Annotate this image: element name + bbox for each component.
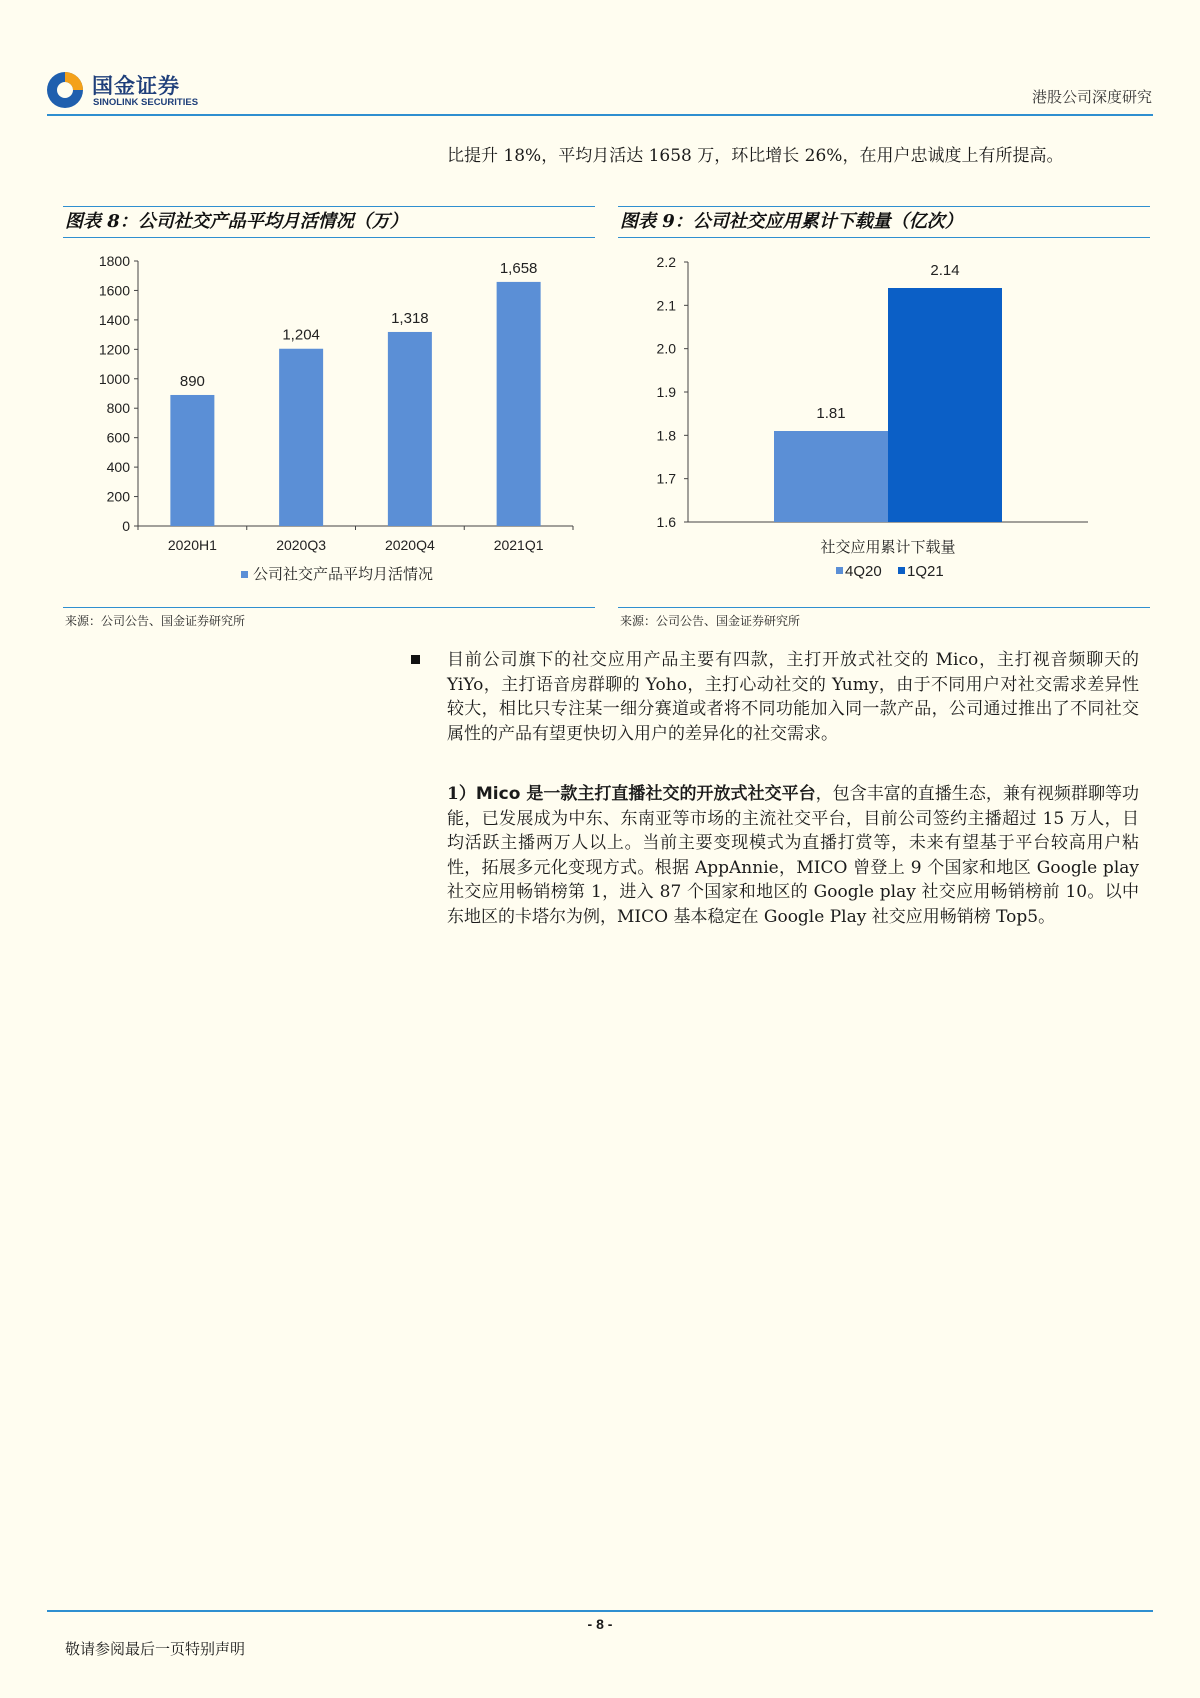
y-tick-label: 1800 [98, 253, 130, 269]
figure-8-title-rule [63, 237, 595, 238]
y-tick-label: 1.6 [656, 514, 676, 530]
y-tick-label: 200 [106, 488, 130, 505]
legend-label: 4Q20 [845, 563, 882, 580]
intro-paragraph: 比提升 18%，平均月活达 1658 万，环比增长 26%，在用户忠诚度上有所提高。 [447, 146, 1064, 166]
legend-swatch [898, 567, 905, 574]
figure-8-source-rule [63, 607, 595, 608]
figure-8-chart [63, 245, 595, 585]
data-label: 2.14 [930, 262, 960, 279]
y-tick-label: 2.2 [656, 254, 676, 270]
figure-9-source: 来源：公司公告、国金证券研究所 [620, 614, 801, 628]
company-logo [45, 70, 85, 110]
company-name-en: SINOLINK SECURITIES [93, 97, 199, 108]
y-tick-label: 600 [106, 429, 130, 446]
bar [388, 332, 432, 526]
header-divider [47, 114, 1153, 116]
x-tick-label: 2020Q4 [384, 537, 435, 553]
figure-8-source: 来源：公司公告、国金证券研究所 [65, 614, 246, 628]
figure-9-title: 图表 9：公司社交应用累计下载量（亿次） [620, 211, 963, 232]
y-tick-label: 2.0 [656, 340, 676, 357]
figure-9-source-rule [618, 607, 1150, 608]
company-name-cn: 国金证券 [92, 75, 180, 98]
item-heading: Mico 是一款主打直播社交的开放式社交平台 [475, 784, 816, 804]
numbered-item [447, 782, 1139, 929]
bar [497, 282, 541, 526]
y-tick-label: 1200 [98, 341, 130, 358]
y-tick-label: 400 [106, 459, 130, 476]
page-number: - 8 - [587, 1616, 613, 1632]
report-type: 港股公司深度研究 [1031, 88, 1152, 106]
y-tick-label: 800 [106, 400, 130, 417]
item-text: ，包含丰富的直播生态，兼有视频群聊等功能，已发展成为中东、东南亚等市场的主流社交平台，目前公司签约主播超过 15 万人，日均活跃主播两万人以上。当前主要变现模式为直播打赏等，未来有望基于平台较高用户粘性，拓展多元化变现方式。根据 AppAnnie，MICO 曾登上 9 个国家和地区 Google play 社交应用畅销榜第 1，进入 87 个国家和地区的 Google play 社交应用畅销榜前 10。以中东地区的卡塔尔为例，MICO 基本稳定在 Google Play 社交应用畅销榜 Top5。 [447, 784, 1140, 927]
legend-label: 1Q21 [907, 563, 944, 580]
x-category-label: 社交应用累计下载量 [820, 539, 956, 556]
figure-9-title-rule [618, 237, 1150, 238]
data-label: 890 [179, 372, 205, 390]
bullet-marker [411, 655, 420, 664]
y-tick-label: 0 [122, 518, 130, 534]
y-tick-label: 1.8 [656, 427, 676, 444]
figure-8-title: 图表 8：公司社交产品平均月活情况（万） [65, 211, 408, 232]
x-tick-label: 2020H1 [167, 537, 217, 553]
legend-swatch [241, 571, 248, 578]
y-tick-label: 1600 [98, 282, 130, 299]
y-tick-label: 1.9 [656, 384, 676, 400]
figure-9-chart [618, 245, 1150, 585]
footer-divider [47, 1610, 1153, 1612]
logo-mark [45, 70, 85, 110]
y-tick-label: 1.7 [656, 470, 676, 487]
bar-4q20 [774, 431, 888, 522]
disclaimer-note: 敬请参阅最后一页特别声明 [65, 1640, 246, 1658]
data-label: 1,204 [282, 326, 320, 344]
item-number: 1） [447, 784, 476, 804]
bar-1q21 [888, 288, 1002, 522]
legend-label: 公司社交产品平均月活情况 [253, 566, 434, 583]
x-tick-label: 2020Q3 [276, 537, 327, 553]
bullet-paragraph: 目前公司旗下的社交应用产品主要有四款，主打开放式社交的 Mico，主打视音频聊天的 YiYo，主打语音房群聊的 Yoho，主打心动社交的 Yumy，由于不同用户对社交需求差异性较大，相比只专注某一细分赛道或者将不同功能加入同一款产品，公司通过推出了不同社交属性的产品有望更快切入用户的差异化的社交需求。 [447, 650, 1139, 744]
y-tick-label: 2.1 [656, 297, 676, 314]
data-label: 1,658 [499, 259, 538, 277]
y-tick-label: 1400 [98, 311, 130, 328]
legend-swatch [836, 567, 843, 574]
y-tick-label: 1000 [98, 370, 130, 387]
bar [170, 395, 214, 526]
x-tick-label: 2021Q1 [493, 537, 544, 553]
data-label: 1,318 [391, 309, 429, 327]
data-label: 1.81 [816, 405, 846, 422]
bar [279, 349, 323, 526]
